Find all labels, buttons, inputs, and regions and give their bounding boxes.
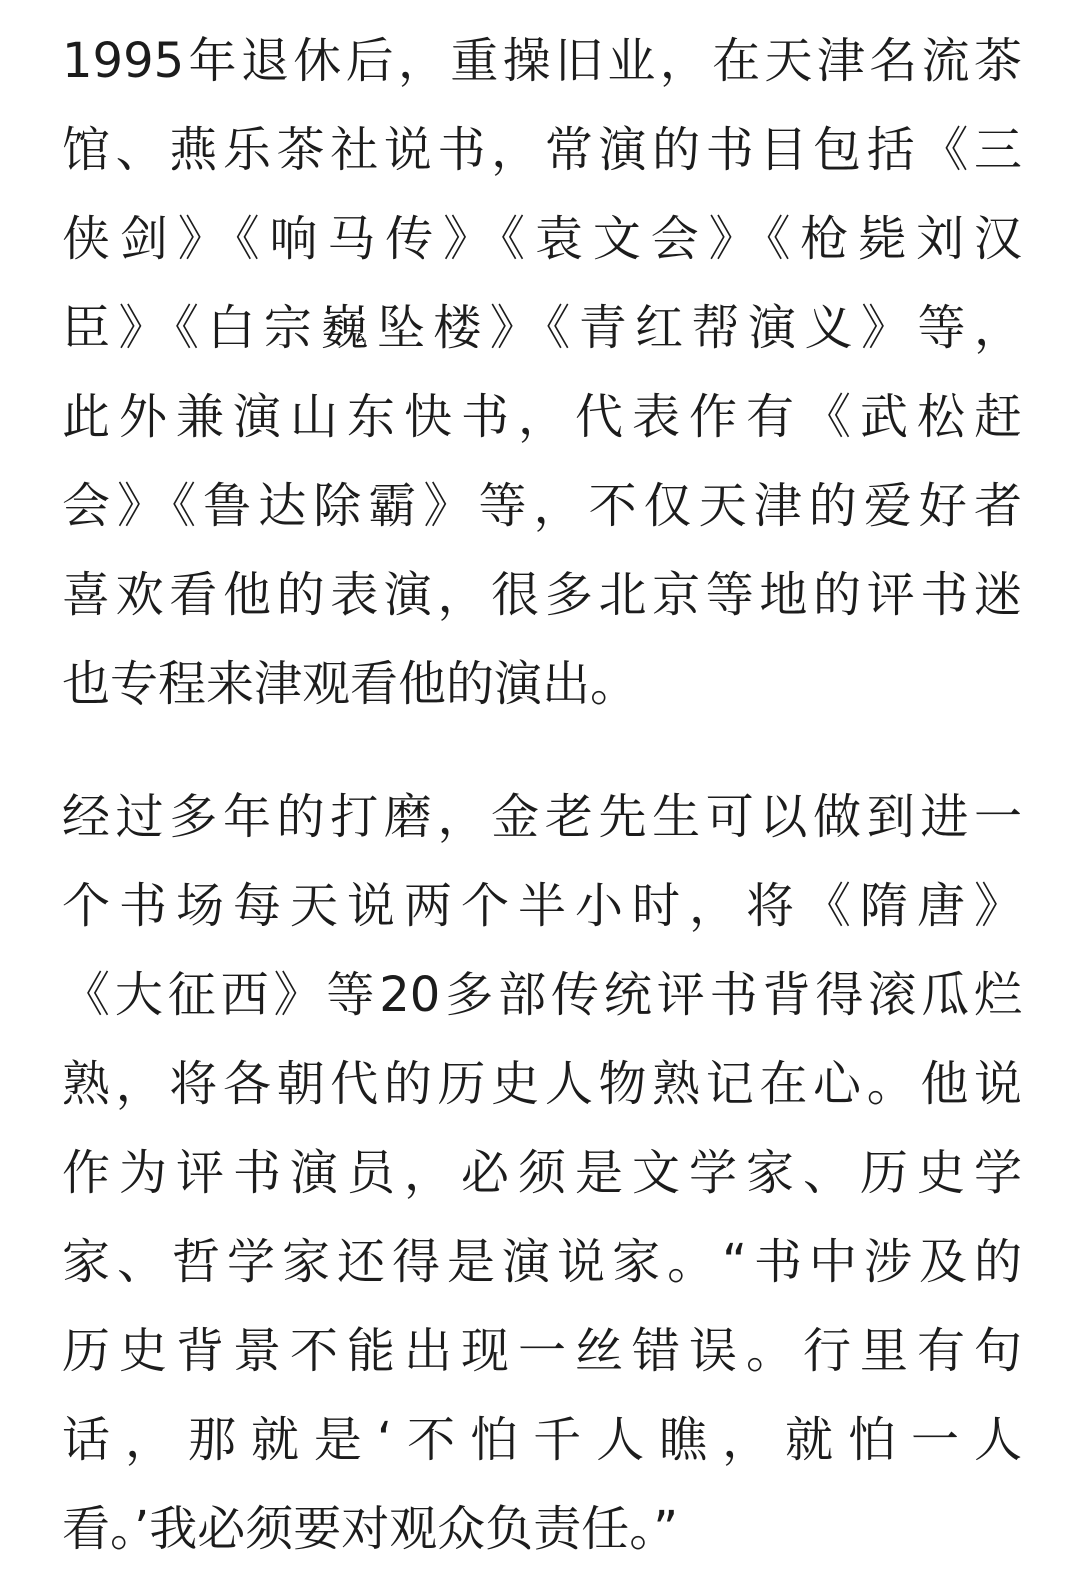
text-line: 喜欢看他的表演，很多北京等地的评书迷 bbox=[62, 567, 1022, 623]
text-line: 历史背景不能出现一丝错误。行里有句 bbox=[62, 1323, 1022, 1379]
paragraph-retirement bbox=[62, 17, 1022, 729]
text-line: 侠剑》《响马传》《袁文会》《枪毙刘汉 bbox=[62, 211, 1022, 267]
text-line: 家、哲学家还得是演说家。“书中涉及的 bbox=[62, 1234, 1022, 1290]
text-line: 会》《鲁达除霸》等，不仅天津的爱好者 bbox=[62, 478, 1022, 534]
paragraph-craft bbox=[62, 773, 1022, 1574]
text-line: 熟，将各朝代的历史人物熟记在心。他说 bbox=[62, 1056, 1022, 1112]
text-line: 臣》《白宗巍坠楼》《青红帮演义》等， bbox=[62, 300, 1022, 356]
text-line: 《大征西》等20多部传统评书背得滚瓜烂 bbox=[62, 967, 1022, 1023]
text-line: 1995年退休后，重操旧业，在天津名流茶 bbox=[62, 33, 1022, 89]
text-line: 作为评书演员，必须是文学家、历史学 bbox=[62, 1145, 1022, 1201]
text-line: 话，那就是‘不怕千人瞧，就怕一人 bbox=[62, 1412, 1022, 1468]
text-line: 也专程来津观看他的演出。 bbox=[62, 656, 639, 712]
text-line: 此外兼演山东快书，代表作有《武松赶 bbox=[62, 389, 1022, 445]
text-line: 个书场每天说两个半小时，将《隋唐》 bbox=[62, 878, 1022, 934]
text-line: 经过多年的打磨，金老先生可以做到进一 bbox=[62, 789, 1022, 845]
text-line: 馆、燕乐茶社说书，常演的书目包括《三 bbox=[62, 122, 1022, 178]
text-line: 看。’我必须要对观众负责任。” bbox=[62, 1501, 679, 1557]
